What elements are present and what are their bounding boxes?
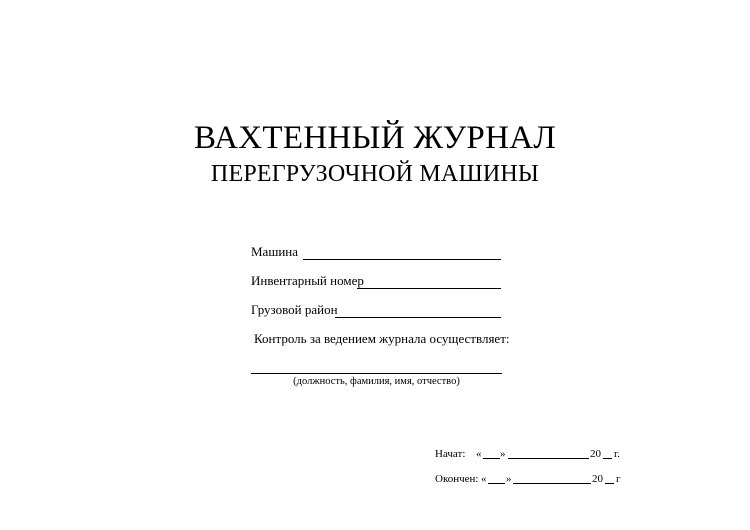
start-day-blank [483,447,500,459]
inventory-number-blank-line [357,288,501,289]
end-day-close-quote: » [506,473,512,485]
supervisor-caption: (должность, фамилия, имя, отчество) [293,376,460,387]
machine-blank-line [303,259,501,260]
end-year-blank [605,472,614,484]
supervisor-blank-line [251,373,502,374]
end-year-suffix: г [616,473,621,485]
start-year-prefix: 20 [590,448,601,460]
end-year-prefix: 20 [592,473,603,485]
machine-label: Машина [251,244,299,259]
cargo-area-label: Грузовой район [251,302,338,317]
end-day-blank [488,472,505,484]
start-day-close-quote: » [500,448,506,460]
start-year-suffix: г. [614,448,621,460]
journal-title: ВАХТЕННЫЙ ЖУРНАЛ [193,120,557,156]
end-day-open-quote: « [481,473,487,485]
journal-subtitle: ПЕРЕГРУЗОЧНОЙ МАШИНЫ [210,161,540,187]
end-date-label: Окончен: [435,473,479,485]
inventory-number-label: Инвентарный номер [251,273,364,288]
start-day-open-quote: « [476,448,482,460]
cargo-area-blank-line [335,317,501,318]
start-date-label: Начат: [435,448,466,460]
end-month-blank [513,472,591,484]
start-year-blank [603,447,612,459]
control-statement: Контроль за ведением журнала осуществляет: [254,331,510,346]
start-month-blank [508,447,589,459]
